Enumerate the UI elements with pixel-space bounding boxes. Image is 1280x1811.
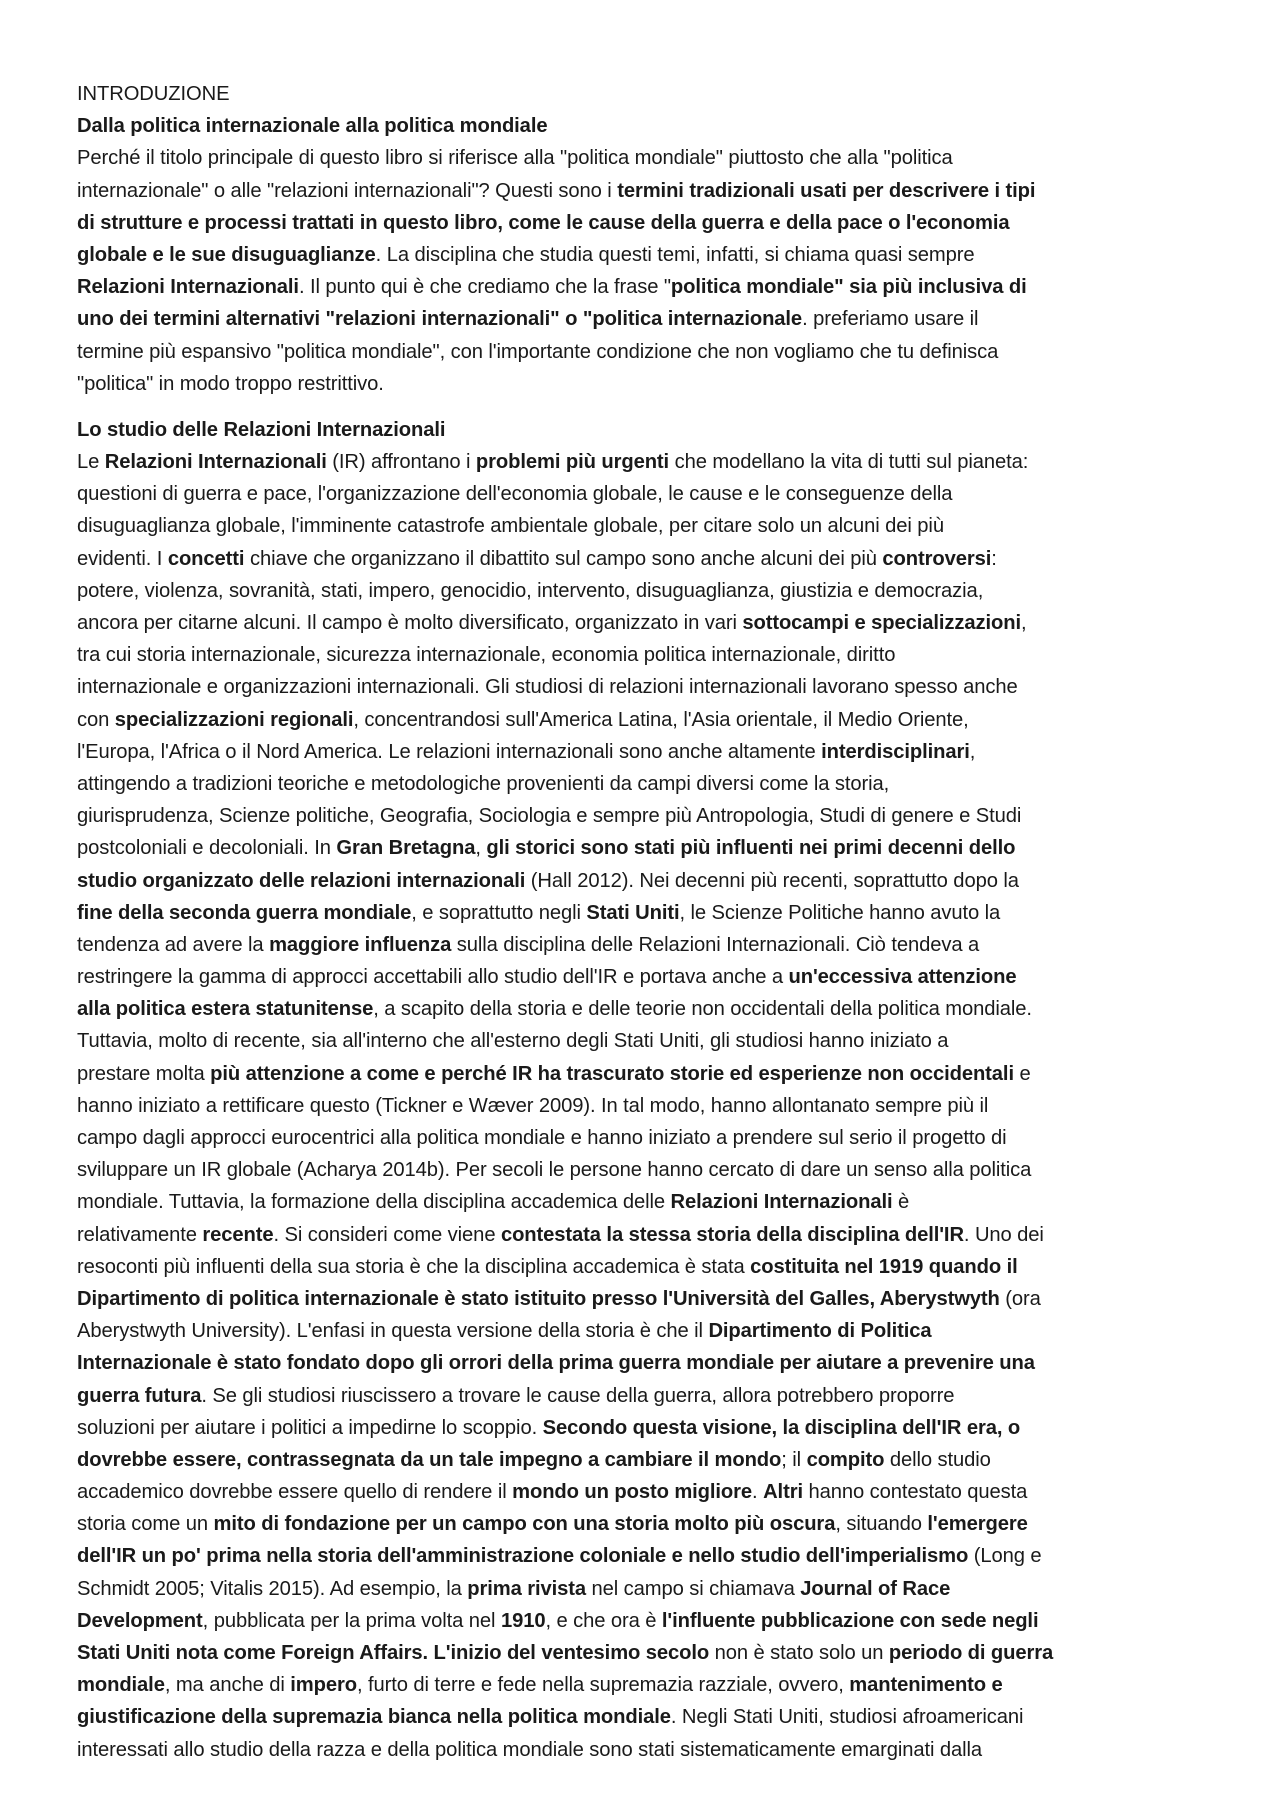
text-run: evidenti. I: [77, 547, 168, 570]
text-line: [77, 1573, 1207, 1605]
text-run: disuguaglianza globale, l'imminente catastrofe ambientale globale, per citare solo un alcuni dei più: [77, 515, 944, 538]
text-line: [77, 1058, 1207, 1090]
text-run: . Uno dei: [963, 1223, 1044, 1246]
text-run: .: [752, 1481, 764, 1504]
bold-text: costituita nel 1919 quando il: [750, 1255, 1018, 1278]
bold-text: prima rivista: [467, 1577, 586, 1600]
text-run: chiave che organizzano il dibattito sul campo sono anche alcuni dei più: [244, 547, 883, 570]
document-body: [77, 78, 1207, 1766]
text-run: . Si consideri come viene: [273, 1223, 501, 1246]
text-run: (Long e: [968, 1545, 1042, 1568]
bold-text: gli storici sono stati più influenti nei primi decenni dello: [486, 837, 1016, 860]
text-line: [77, 239, 1207, 271]
text-run: questioni di guerra e pace, l'organizzazione dell'economia globale, le cause e le conseguenze della: [77, 483, 953, 506]
bold-text: Stati Uniti: [586, 901, 680, 924]
text-run: prestare molta: [77, 1062, 211, 1085]
text-run: è: [892, 1191, 910, 1214]
text-run: , concentrandosi sull'America Latina, l'Asia orientale, il Medio Oriente,: [353, 708, 969, 731]
text-line: [77, 1669, 1207, 1701]
text-run: soluzioni per aiutare i politici a impedirne lo scoppio.: [77, 1416, 543, 1439]
text-line: [77, 336, 1207, 368]
text-run: , pubblicata per la prima volta nel: [202, 1609, 501, 1632]
text-line: [77, 865, 1207, 897]
text-line: [77, 1186, 1207, 1218]
bold-text: specializzazioni regionali: [114, 708, 354, 731]
bold-text: interdisciplinari: [821, 740, 970, 763]
text-line: [77, 175, 1207, 207]
text-line: [77, 832, 1207, 864]
text-line: [77, 1219, 1207, 1251]
text-run: , furto di terre e fede nella supremazia razziale, ovvero,: [356, 1674, 850, 1697]
text-run: ancora per citarne alcuni. Il campo è molto diversificato, organizzato in vari: [77, 612, 743, 634]
bold-text: Secondo questa visione, la disciplina dell'IR era, o: [542, 1416, 1021, 1439]
text-run: Perché il titolo principale di questo libro si riferisce alla "politica mondiale" piuttosto che alla "politica: [77, 147, 953, 170]
text-line: [77, 704, 1207, 736]
text-line: [77, 1315, 1207, 1347]
text-run: non è stato solo un: [709, 1642, 889, 1664]
text-run: campo dagli approcci eurocentrici alla politica mondiale e hanno iniziato a prendere sul serio il progetto di: [77, 1127, 1007, 1149]
bold-text: Altri: [763, 1481, 803, 1504]
bold-text: un'eccessiva attenzione: [788, 966, 1017, 989]
text-run: che modellano la vita di tutti sul pianeta:: [669, 451, 1029, 474]
text-run: . Il punto qui è che crediamo che la frase ": [298, 276, 671, 299]
bold-text: Relazioni Internazionali: [104, 451, 327, 474]
bold-text: 1910: [500, 1609, 546, 1632]
text-line: [77, 1090, 1207, 1122]
text-run: con: [77, 708, 115, 731]
text-line: [77, 961, 1207, 993]
text-line: [77, 1540, 1207, 1572]
text-run: , le Scienze Politiche hanno avuto la: [679, 901, 1001, 924]
text-run: tendenza ad avere la: [77, 933, 270, 956]
text-run: storia come un: [77, 1513, 214, 1536]
bold-text: problemi più urgenti: [475, 451, 670, 474]
bold-text: contestata la stessa storia della disciplina dell'IR: [500, 1223, 964, 1246]
text-line: [77, 1154, 1207, 1186]
text-line: [77, 510, 1207, 542]
bold-text: Relazioni Internazionali: [77, 276, 299, 299]
text-run: Le: [77, 451, 105, 474]
text-run: tra cui storia internazionale, sicurezza internazionale, economia politica internazionale, diritto: [77, 644, 896, 667]
text-run: , e soprattutto negli: [411, 901, 587, 924]
text-line: [77, 1444, 1207, 1476]
bold-text: Development: [77, 1609, 203, 1632]
text-line: [77, 1412, 1207, 1444]
bold-text: Dipartimento di politica internazionale è stato istituito presso l'Università del Galles, Aberystwyth: [77, 1287, 1000, 1310]
text-run: potere, violenza, sovranità, stati, impero, genocidio, intervento, disuguaglianza, giustizia e democrazia,: [77, 579, 984, 602]
bold-text: alla politica estera statunitense: [77, 998, 374, 1021]
text-run: Aberystwyth University). L'enfasi in questa versione della storia è che il: [77, 1320, 709, 1343]
text-line: [77, 993, 1207, 1025]
text-run: , e che ora è: [545, 1609, 662, 1632]
text-run: dello studio: [884, 1448, 991, 1471]
text-line: [77, 543, 1207, 575]
text-run: attingendo a tradizioni teoriche e metodologiche provenienti da campi diversi come la storia,: [77, 772, 890, 795]
bold-text: dovrebbe essere, contrassegnata da un tale impegno a cambiare il mondo: [77, 1448, 782, 1471]
bold-text: dell'IR un po' prima nella storia dell'amministrazione coloniale e nello studio dell'imperialismo: [77, 1545, 969, 1568]
text-run: accademico dovrebbe essere quello di rendere il: [77, 1481, 513, 1504]
bold-text: impero: [290, 1674, 357, 1697]
text-run: mondiale. Tuttavia, la formazione della disciplina accademica delle: [77, 1191, 671, 1214]
bold-text: guerra futura: [77, 1384, 202, 1407]
text-line: [77, 271, 1207, 303]
bold-text: compito: [806, 1448, 885, 1471]
text-run: , situando: [835, 1513, 928, 1536]
text-line: [77, 1251, 1207, 1283]
text-run: internazionale e organizzazioni internazionali. Gli studiosi di relazioni internazionali lavorano spesso anche: [77, 676, 1018, 699]
text-run: ; il: [781, 1448, 807, 1471]
bold-text: di strutture e processi trattati in questo libro, come le cause della guerra e della pace o l'economia: [77, 211, 1010, 234]
text-run: Tuttavia, molto di recente, sia all'interno che all'esterno degli Stati Uniti, gli studiosi hanno iniziato a: [77, 1030, 949, 1053]
text-run: nel campo si chiamava: [586, 1577, 801, 1600]
text-run: (IR) affrontano i: [326, 451, 476, 474]
bold-text: giustificazione della supremazia bianca nella politica mondiale: [77, 1706, 671, 1729]
text-run: ,: [1021, 612, 1027, 634]
text-run: ,: [969, 740, 976, 763]
text-run: internazionale" o alle "relazioni internazionali"? Questi sono i: [77, 179, 618, 202]
text-line: [77, 575, 1207, 607]
section-title-1: Dalla politica internazionale alla politica mondiale: [77, 115, 548, 138]
text-run: :: [991, 547, 997, 570]
text-run: . Negli Stati Uniti, studiosi afroamericani: [670, 1706, 1024, 1729]
text-run: postcoloniali e decoloniali. In: [77, 837, 337, 860]
text-line: [77, 1605, 1207, 1637]
text-run: l'Europa, l'Africa o il Nord America. Le relazioni internazionali sono anche altamente: [77, 740, 822, 763]
bold-text: mito di fondazione per un campo con una storia molto più oscura: [213, 1513, 836, 1536]
text-run: sulla disciplina delle Relazioni Internazionali. Ciò tendeva a: [451, 933, 980, 956]
text-run: restringere la gamma di approcci accettabili allo studio dell'IR e portava anche a: [77, 966, 789, 989]
text-line: [77, 736, 1207, 768]
text-run: Schmidt 2005; Vitalis 2015). Ad esempio, la: [77, 1577, 468, 1600]
text-run: termine più espansivo "politica mondiale", con l'importante condizione che non vogliamo che tu definisca: [77, 340, 999, 363]
text-line: [77, 478, 1207, 510]
text-run: giurisprudenza, Scienze politiche, Geografia, Sociologia e sempre più Antropologia, Studi di genere e Studi: [77, 805, 1022, 828]
text-line: [77, 800, 1207, 832]
text-line: [77, 446, 1207, 478]
bold-text: più attenzione a come e perché IR ha trascurato storie ed esperienze non occidentali: [210, 1062, 1014, 1085]
bold-text: fine della seconda guerra mondiale: [77, 901, 412, 924]
bold-text: globale e le sue disuguaglianze: [77, 243, 376, 266]
text-line: [77, 1637, 1207, 1669]
text-line: [77, 303, 1207, 335]
text-line: [77, 1734, 1207, 1766]
bold-text: controversi: [882, 547, 992, 570]
text-run: relativamente: [77, 1223, 203, 1246]
bold-text: Dipartimento di Politica: [708, 1320, 932, 1343]
paragraph-gap: [77, 400, 1207, 414]
text-line: [77, 929, 1207, 961]
text-line: [77, 1476, 1207, 1508]
text-run: sviluppare un IR globale (Acharya 2014b). Per secoli le persone hanno cercato di dare un senso alla politica: [77, 1159, 1032, 1182]
text-line: [77, 607, 1207, 639]
text-line: [77, 639, 1207, 671]
bold-text: termini tradizionali usati per descrivere i tipi: [617, 179, 1036, 202]
text-run: hanno contestato questa: [802, 1481, 1028, 1504]
text-run: (ora: [999, 1287, 1041, 1310]
text-run: resoconti più influenti della sua storia è che la disciplina accademica è stata: [77, 1255, 751, 1278]
bold-text: mondo un posto migliore: [512, 1481, 753, 1504]
paragraph-2: [77, 446, 1207, 1766]
text-line: [77, 142, 1207, 174]
bold-text: l'influente pubblicazione con sede negli: [661, 1609, 1039, 1632]
bold-text: Journal of Race: [800, 1577, 951, 1600]
bold-text: Stati Uniti nota come Foreign Affairs. L'inizio del ventesimo secolo: [77, 1642, 710, 1664]
text-run: . La disciplina che studia questi temi, infatti, si chiama quasi sempre: [375, 243, 975, 266]
text-run: . preferiamo usare il: [802, 308, 979, 331]
bold-text: concetti: [167, 547, 245, 570]
bold-text: mantenimento e: [849, 1674, 1003, 1697]
text-line: [77, 207, 1207, 239]
bold-text: recente: [202, 1223, 274, 1246]
text-line: [77, 1122, 1207, 1154]
text-run: "politica" in modo troppo restrittivo.: [77, 372, 384, 395]
bold-text: studio organizzato delle relazioni internazionali: [77, 869, 526, 892]
bold-text: Gran Bretagna: [336, 837, 476, 860]
text-run: . Se gli studiosi riuscissero a trovare le cause della guerra, allora potrebbero proporre: [201, 1384, 955, 1407]
text-run: interessati allo studio della razza e della politica mondiale sono stati sistematicamente emarginati dalla: [77, 1738, 983, 1761]
bold-text: mondiale: [77, 1674, 165, 1697]
section-label: INTRODUZIONE: [77, 83, 230, 105]
text-line: [77, 1347, 1207, 1379]
text-line: [77, 1701, 1207, 1733]
bold-text: uno dei termini alternativi "relazioni internazionali" o "politica internazionale: [77, 308, 803, 331]
bold-text: politica mondiale" sia più inclusiva di: [670, 276, 1027, 299]
text-run: , ma anche di: [164, 1674, 291, 1697]
bold-text: Internazionale è stato fondato dopo gli orrori della prima guerra mondiale per aiutare a prevenire una: [77, 1352, 1035, 1375]
text-line: [77, 897, 1207, 929]
bold-text: maggiore influenza: [269, 933, 452, 956]
text-line: [77, 1283, 1207, 1315]
text-line: [77, 1025, 1207, 1057]
text-run: hanno iniziato a rettificare questo (Tickner e Wæver 2009). In tal modo, hanno allontanato sempre più il: [77, 1094, 989, 1117]
bold-text: periodo di guerra: [888, 1642, 1054, 1664]
text-run: e: [1013, 1062, 1031, 1085]
bold-text: l'emergere: [927, 1513, 1028, 1536]
text-line: [77, 671, 1207, 703]
text-run: ,: [475, 837, 487, 860]
text-line: [77, 368, 1207, 400]
paragraph-1: [77, 142, 1207, 400]
text-run: , a scapito della storia e delle teorie non occidentali della politica mondiale.: [373, 998, 1032, 1021]
text-run: (Hall 2012). Nei decenni più recenti, soprattutto dopo la: [525, 869, 1019, 892]
bold-text: Relazioni Internazionali: [670, 1191, 893, 1214]
text-line: [77, 768, 1207, 800]
text-line: [77, 1380, 1207, 1412]
bold-text: sottocampi e specializzazioni: [742, 612, 1022, 634]
section-title-2: Lo studio delle Relazioni Internazionali: [77, 418, 446, 441]
text-line: [77, 1508, 1207, 1540]
